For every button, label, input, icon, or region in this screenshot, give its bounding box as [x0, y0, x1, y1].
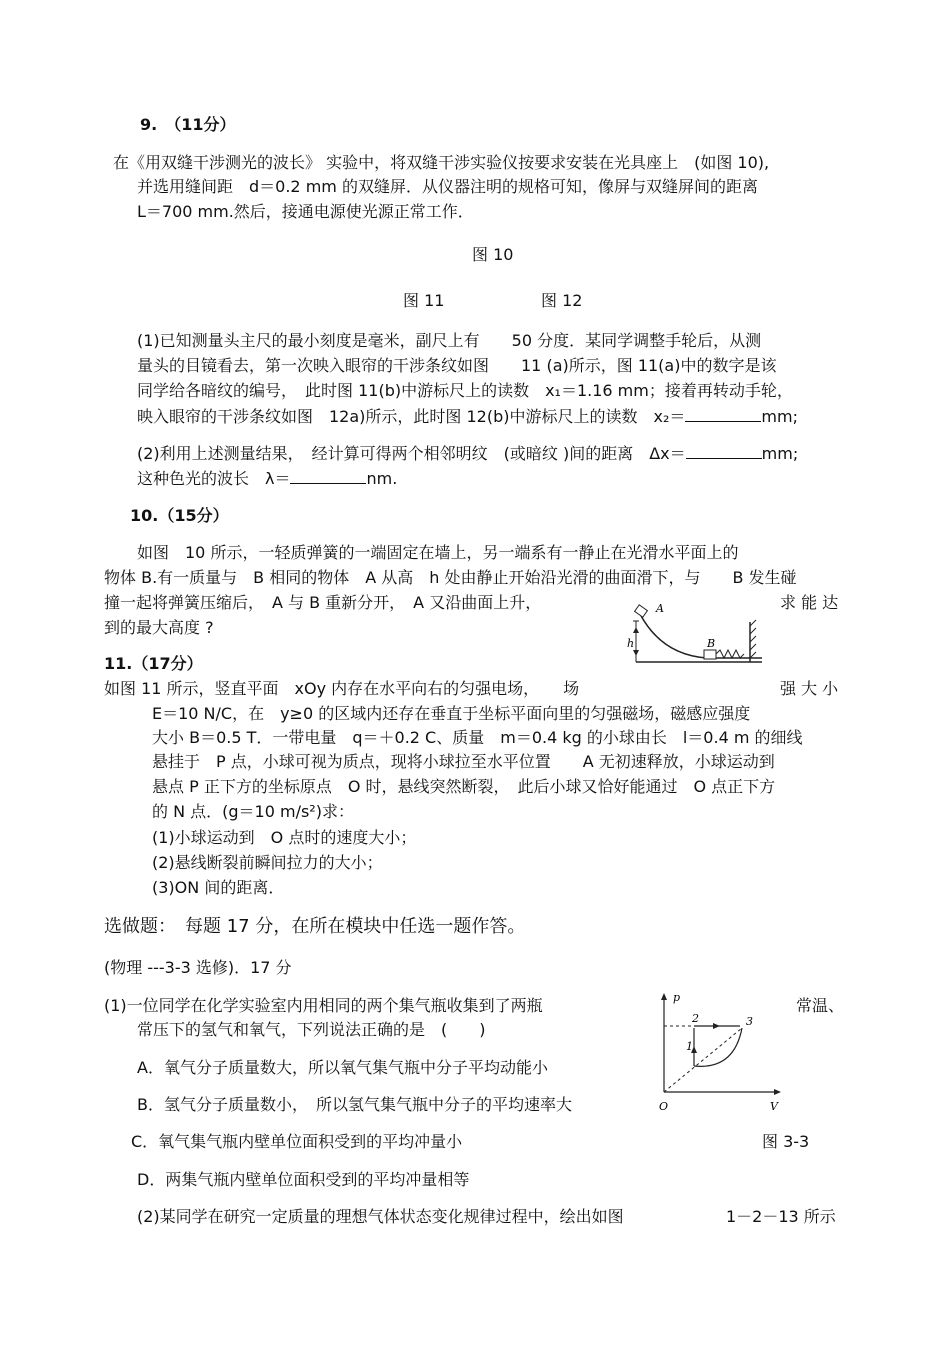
- state-label-2: 2: [692, 1012, 699, 1025]
- axis-label-V: V: [770, 1100, 778, 1112]
- q9-line-2: 并选用缝间距 d＝0.2 mm 的双缝屏．从仪器注明的规格可知，像屏与双缝屏间的距离: [137, 177, 758, 196]
- q11-sub-3: (3)ON 间的距离．: [152, 878, 285, 897]
- option-c: C．氧气集气瓶内壁单位面积受到的平均冲量小: [131, 1132, 463, 1151]
- answer-blank-lambda[interactable]: [290, 467, 366, 484]
- q10-line-2: 物体 B.有一质量与 B 相同的物体 A 从高 h 处由静止开始沿光滑的曲面滑下，与 B 发生碰: [104, 568, 797, 587]
- q9-part1-line-4-text: 映入眼帘的干涉条纹如图 12a)所示，此时图 12(b)中游标尺上的读数 x₂＝: [137, 407, 686, 426]
- q11-line-4: 悬挂于 P 点，小球可视为质点，现将小球拉至水平位置 A 无初速释放，小球运动到: [152, 752, 775, 771]
- pv-diagram: [656, 990, 786, 1112]
- q11-line-1b: 强 大 小: [780, 679, 839, 698]
- unit-mm: mm;: [761, 444, 799, 463]
- answer-blank-x2[interactable]: [685, 405, 761, 422]
- state-label-3: 3: [746, 1015, 753, 1028]
- q10-line-1: 如图 10 所示，一轻质弹簧的一端固定在墙上，另一端系有一静止在光滑水平面上的: [137, 543, 739, 562]
- elective-q2-line-1a: (2)某同学在研究一定质量的理想气体状态变化规律过程中，绘出如图: [137, 1207, 624, 1226]
- q10-line-3a: 撞一起将弹簧压缩后， A 与 B 重新分开， A 又沿曲面上升，: [104, 593, 542, 612]
- q11-line-6: 的 N 点．(g＝10 m/s²)求：: [152, 802, 354, 821]
- q10-line-4: 到的最大高度 ?: [104, 618, 214, 637]
- fig10-caption: 图 10: [472, 245, 514, 264]
- elective-q1-line-2: 常压下的氢气和氧气，下列说法正确的是 ( ): [137, 1020, 486, 1039]
- elective-module: (物理 ---3-3 选修)．17 分: [104, 958, 292, 977]
- fig-label-A: A: [656, 602, 664, 615]
- fig12-caption: 图 12: [541, 291, 583, 310]
- fig11-caption: 图 11: [403, 291, 445, 310]
- origin-label: O: [659, 1100, 669, 1112]
- q11-line-2: E＝10 N/C，在 y≥0 的区域内还存在垂直于坐标平面向里的匀强磁场，磁感应强度: [152, 704, 751, 723]
- fig-label-h: h: [627, 637, 635, 650]
- q11-sub-2: (2)悬线断裂前瞬间拉力的大小；: [152, 853, 383, 872]
- unit-mm: mm;: [761, 407, 798, 426]
- answer-blank-dx[interactable]: [686, 442, 762, 459]
- state-label-1: 1: [686, 1040, 693, 1053]
- q11-header: 11.（17分）: [104, 654, 203, 673]
- axis-label-p: p: [673, 991, 681, 1004]
- option-a: A．氧气分子质量数大，所以氧气集气瓶中分子平均动能小: [137, 1058, 548, 1077]
- q9-line-1: 在《用双缝干涉测光的波长》 实验中，将双缝干涉实验仪按要求安装在光具座上 (如图 10),: [113, 153, 770, 172]
- q11-sub-1: (1)小球运动到 O 点时的速度大小；: [152, 828, 417, 847]
- elective-header: 选做题： 每题 17 分，在所在模块中任选一题作答。: [104, 916, 526, 937]
- q9-part1-line-1: (1)已知测量头主尺的最小刻度是毫米，副尺上有 50 分度．某同学调整手轮后，从测: [137, 331, 762, 350]
- q9-part1-line-3: 同学给各暗纹的编号， 此时图 11(b)中游标尺上的读数 x₁＝1.16 mm；接着再转动手轮，: [137, 381, 793, 400]
- option-b: B．氢气分子质量数小， 所以氢气集气瓶中分子的平均速率大: [137, 1095, 572, 1114]
- q9-part2-line-2: [137, 467, 397, 490]
- q11-line-3: 大小 B＝0.5 T．一带电量 q＝＋0.2 C、质量 m＝0.4 kg 的小球由长 l＝0.4 m 的细线: [152, 728, 803, 747]
- elective-q1-line-1a: (1)一位同学在化学实验室内用相同的两个集气瓶收集到了两瓶: [104, 996, 543, 1015]
- q10-header: 10.（15分）: [130, 506, 229, 525]
- q9-line-3: L＝700 mm.然后，接通电源使光源正常工作．: [137, 202, 474, 221]
- unit-nm: nm.: [366, 469, 398, 488]
- q9-header: 9. （11分）: [140, 115, 236, 134]
- q9-part1-line-2: 量头的目镜看去，第一次映入眼帘的干涉条纹如图 11 (a)所示，图 11(a)中的数字是该: [137, 356, 777, 375]
- q9-part2-line-2-text: 这种色光的波长 λ＝: [137, 469, 291, 488]
- q11-line-5: 悬点 P 正下方的坐标原点 O 时，悬线突然断裂， 此后小球又恰好能通过 O 点正下方: [152, 777, 776, 796]
- elective-q1-line-1b: 常温、: [796, 996, 845, 1015]
- fig-3-3-caption: 图 3-3: [762, 1132, 810, 1151]
- q9-part2-line-1: [137, 442, 798, 465]
- q11-line-1a: 如图 11 所示，竖直平面 xOy 内存在水平向右的匀强电场， 场: [104, 679, 580, 698]
- fig-label-B: B: [707, 637, 716, 650]
- q9-part1-line-4: [137, 405, 798, 428]
- elective-q2-line-1b: 1－2－13 所示: [726, 1207, 836, 1226]
- q10-figure: [622, 600, 770, 672]
- q9-part2-line-1-text: (2)利用上述测量结果， 经计算可得两个相邻明纹 (或暗纹 )间的距离 Δx＝: [137, 444, 686, 463]
- option-d: D．两集气瓶内壁单位面积受到的平均冲量相等: [137, 1170, 470, 1189]
- q10-line-3b: 求 能 达: [780, 593, 839, 612]
